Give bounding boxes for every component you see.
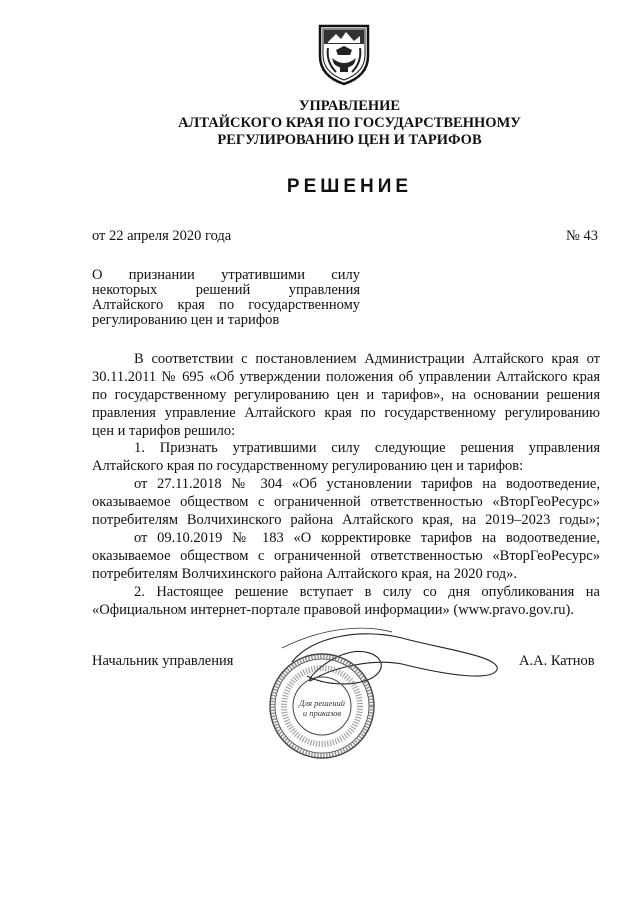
signatory-name: А.А. Катнов xyxy=(519,653,595,669)
stamp-center-line-2: и приказов xyxy=(302,708,342,718)
subject-line: некоторых решений управления xyxy=(92,282,360,298)
body-line: потребителям Волчихинского района Алтайского края, на 2019–2023 годы»; xyxy=(92,512,600,528)
body-line: правления управление Алтайского края по государственному регулированию xyxy=(92,405,600,421)
body-line: от 09.10.2019 № 183 «О корректировке тарифов на водоотведение, xyxy=(134,530,600,546)
stamp-center-line-1: Для решений xyxy=(298,698,346,708)
document-number: № 43 xyxy=(566,228,598,244)
document-date: от 22 апреля 2020 года xyxy=(92,228,232,244)
org-name-line-1: УПРАВЛЕНИЕ xyxy=(298,98,401,114)
coat-of-arms-icon xyxy=(314,22,374,86)
body-line: от 27.11.2018 № 304 «Об установлении тарифов на водоотведение, xyxy=(134,476,600,492)
org-name-line-2: АЛТАЙСКОГО КРАЯ ПО ГОСУДАРСТВЕННОМУ xyxy=(178,115,521,131)
body-line: 2. Настоящее решение вступает в силу со дня опубликования на xyxy=(134,584,600,600)
official-stamp xyxy=(252,618,392,788)
body-line: потребителям Волчихинского района Алтайского края, на 2020 год». xyxy=(92,566,518,582)
body-line: цен и тарифов решило: xyxy=(92,423,236,439)
subject-line: О признании утратившими силу xyxy=(92,267,360,283)
body-line: В соответствии с постановлением Администрации Алтайского края от xyxy=(134,351,600,367)
body-line: 1. Признать утратившими силу следующие решения управления xyxy=(134,440,600,456)
document-title: РЕШЕНИЕ xyxy=(286,176,413,197)
subject-line: регулированию цен и тарифов xyxy=(92,312,280,328)
org-name-line-3: РЕГУЛИРОВАНИЮ ЦЕН И ТАРИФОВ xyxy=(217,132,482,148)
body-line: Алтайского края по государственному регулированию цен и тарифов: xyxy=(92,458,524,474)
body-line: 30.11.2011 № 695 «Об утверждении положения об управлении Алтайского края xyxy=(92,369,600,385)
document-subject xyxy=(92,268,360,328)
body-line: оказываемое обществом с ограниченной ответственностью «ВторГеоРесурс» xyxy=(92,494,600,510)
body-line: оказываемое обществом с ограниченной ответственностью «ВторГеоРесурс» xyxy=(92,548,600,564)
body-line: по государственному регулированию цен и тарифов», на основании решения xyxy=(92,387,600,403)
subject-line: Алтайского края по государственному xyxy=(92,297,360,313)
signatory-title: Начальник управления xyxy=(92,653,234,669)
body-line: «Официальном интернет-портале правовой информации» (www.pravo.gov.ru). xyxy=(92,602,574,618)
